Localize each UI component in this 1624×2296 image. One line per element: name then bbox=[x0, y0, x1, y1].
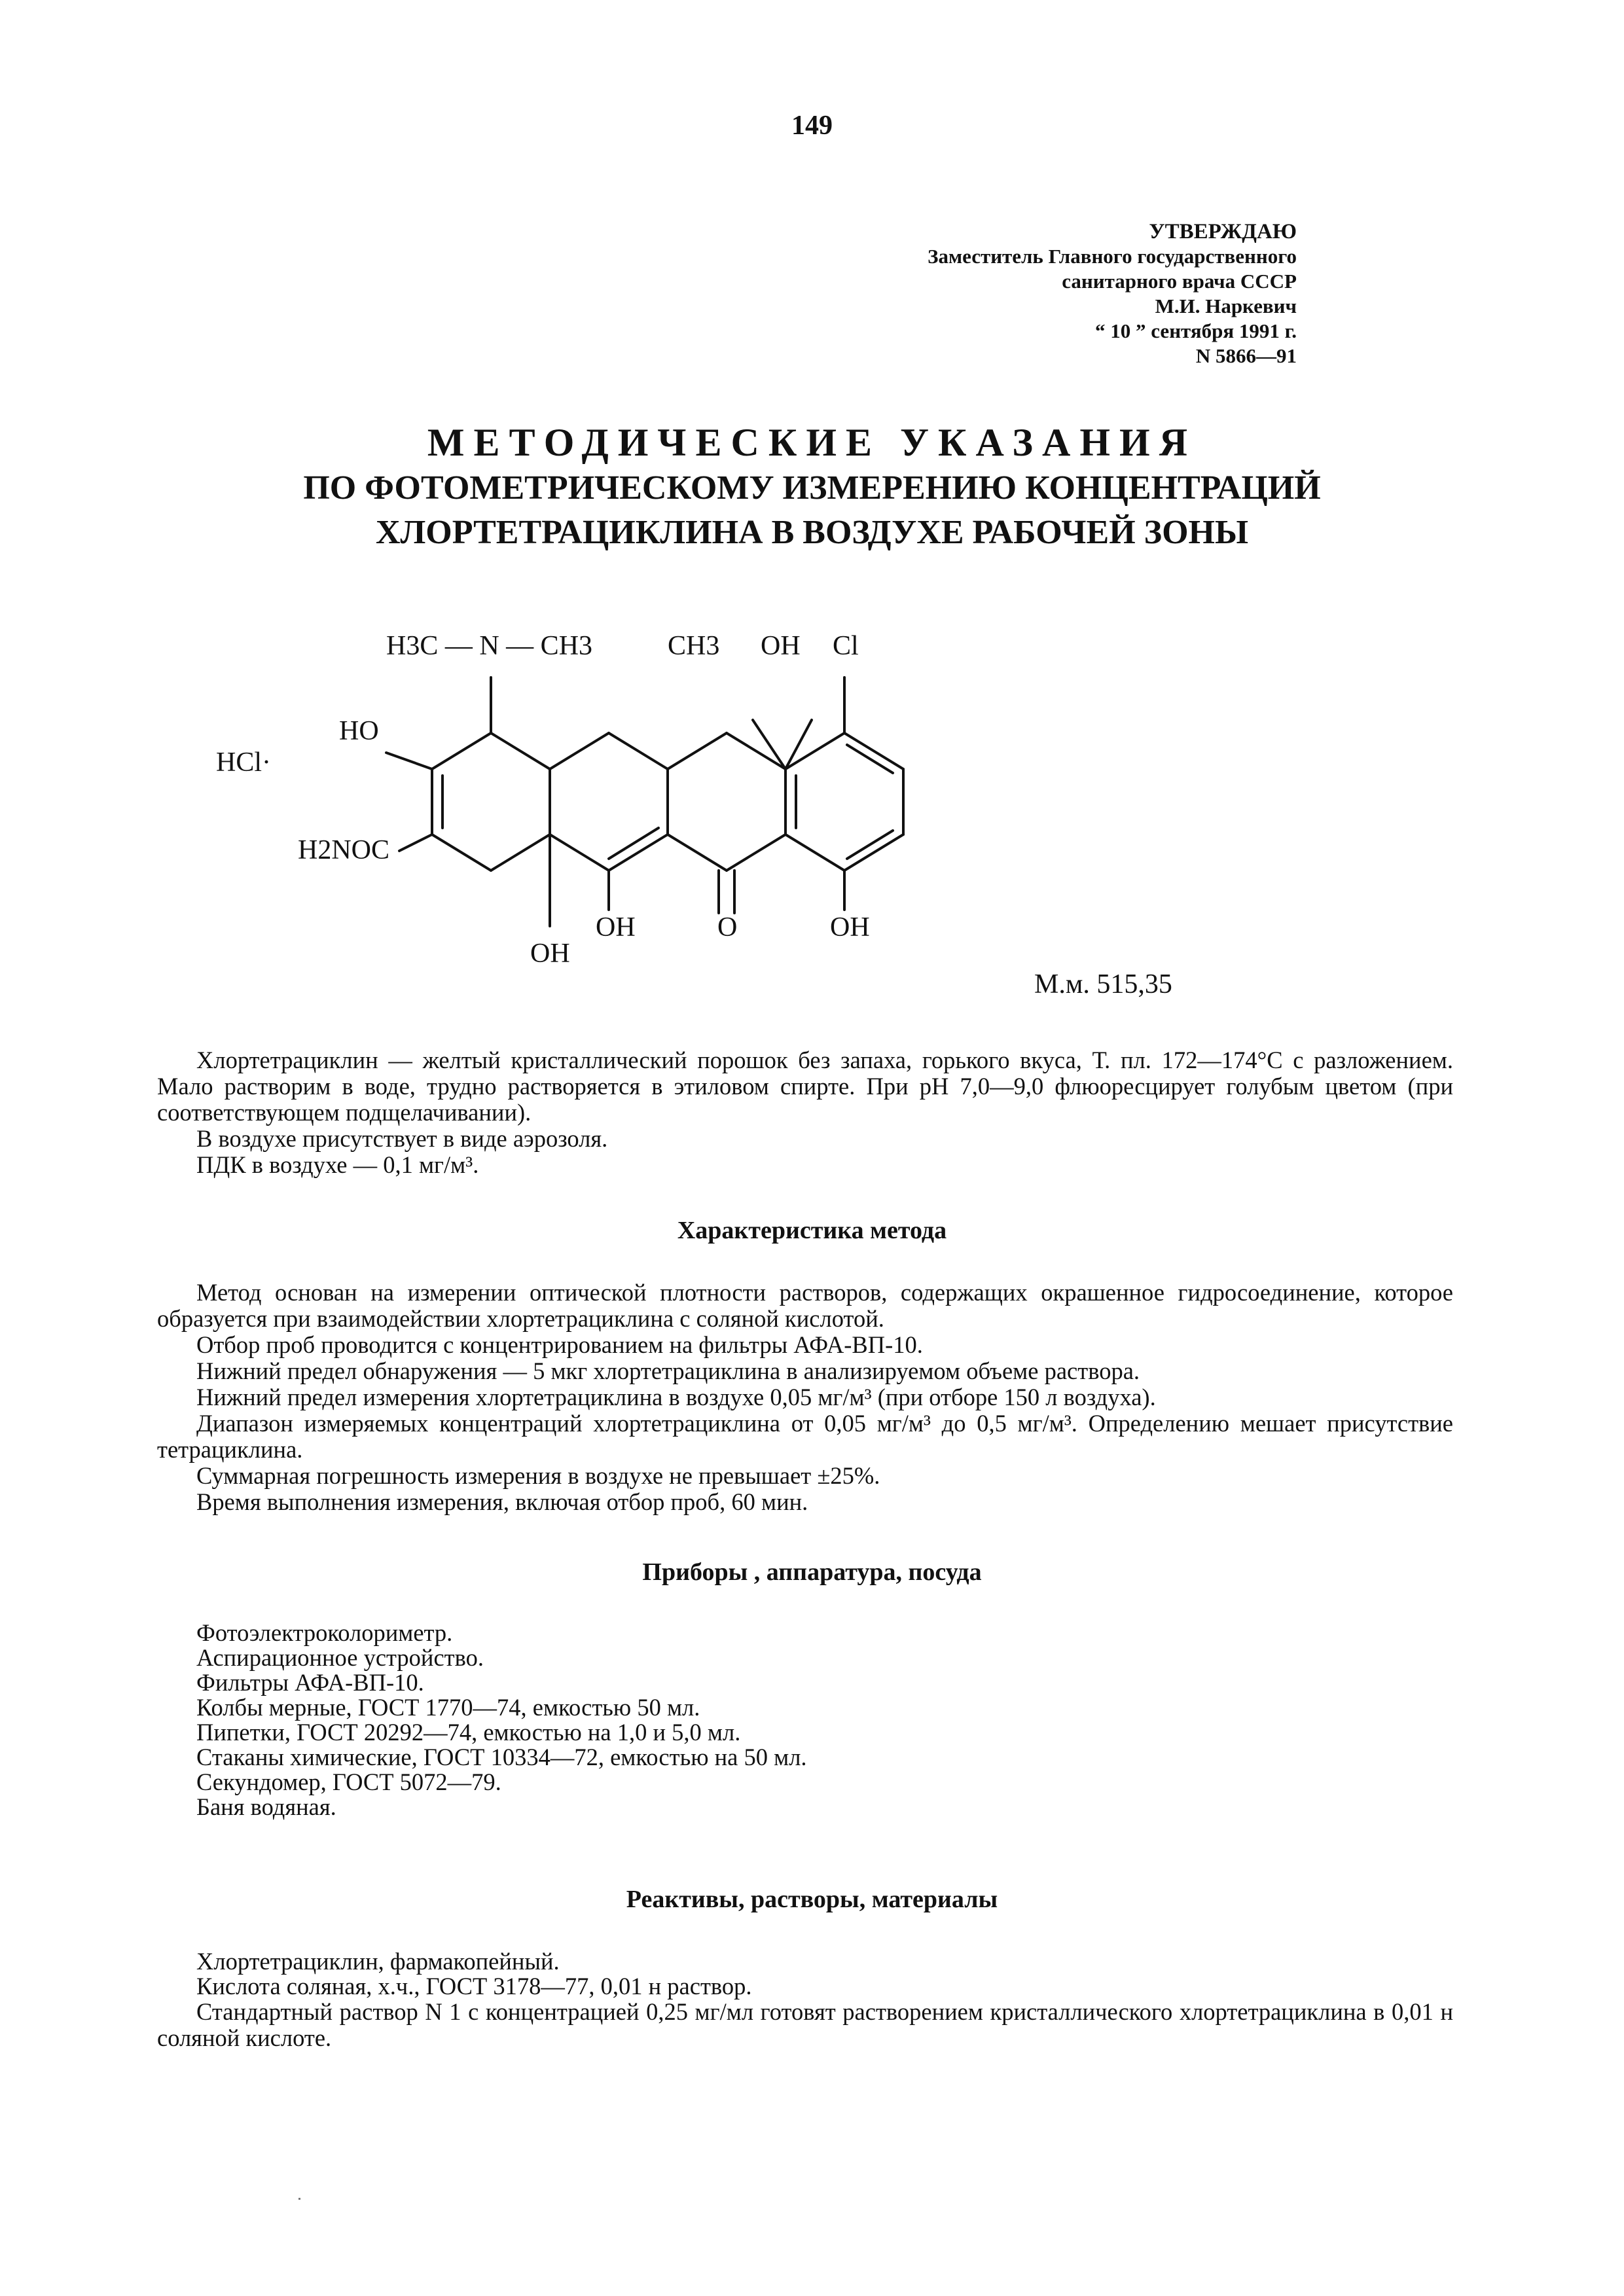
section-heading: Приборы , аппаратура, посуда bbox=[642, 1558, 982, 1586]
reagents-text bbox=[157, 1999, 1453, 2051]
list-item: Фотоэлектроколориметр. bbox=[196, 1619, 453, 1646]
scan-speck bbox=[298, 2198, 300, 2200]
list-item: Баня водяная. bbox=[196, 1793, 336, 1820]
structural-formula bbox=[190, 615, 1211, 982]
formula-nme2-label: H3C — N — CH3 bbox=[386, 631, 593, 661]
section-heading: Реактивы, растворы, материалы bbox=[626, 1886, 998, 1913]
paragraph: Диапазон измеряемых концентраций хлортетрациклина от 0,05 мг/м³ до 0,5 мг/м³. Определению мешает присутствие тетрациклина. bbox=[157, 1410, 1453, 1463]
formula-ch3-label: CH3 bbox=[668, 631, 720, 661]
paragraph: Хлортетрациклин — желтый кристаллический порошок без запаха, горького вкуса, Т. пл. 172—174°С с разложением. Мало растворим в воде, трудно растворяется в этиловом спирте. При pH 7,0—9,0 флюоресцирует голубым цветом (при соответствующем подщелачивании). bbox=[157, 1047, 1453, 1126]
method-characteristics bbox=[157, 1280, 1453, 1515]
title-line-3: ХЛОРТЕТРАЦИКЛИНА В ВОЗДУХЕ РАБОЧЕЙ ЗОНЫ bbox=[375, 514, 1249, 551]
formula-cl-label: Cl bbox=[833, 631, 859, 661]
paragraph: Метод основан на измерении оптической плотности растворов, содержащих окрашенное гидросоединение, которое образуется при взаимодействии хлортетрациклина с соляной кислотой. bbox=[157, 1279, 1453, 1332]
list-item: Кислота соляная, х.ч., ГОСТ 3178—77, 0,01 н раствор. bbox=[196, 1973, 752, 2000]
intro-text bbox=[157, 1047, 1453, 1178]
reagents-list bbox=[196, 1949, 752, 1999]
formula-h2noc-label: H2NOC bbox=[298, 835, 390, 865]
approval-line: N 5866—91 bbox=[1195, 344, 1297, 367]
approval-line: “ 10 ” сентября 1991 г. bbox=[1095, 319, 1297, 342]
list-item: Пипетки, ГОСТ 20292—74, емкостью на 1,0 и 5,0 мл. bbox=[196, 1719, 741, 1746]
paragraph: Нижний предел обнаружения — 5 мкг хлортетрациклина в анализируемом объеме раствора. bbox=[196, 1357, 1140, 1384]
paragraph: Время выполнения измерения, включая отбор проб, 60 мин. bbox=[196, 1488, 808, 1515]
approval-line: санитарного врача СССР bbox=[1062, 270, 1297, 293]
approval-line: Заместитель Главного государственного bbox=[928, 245, 1297, 268]
formula-ho-label: HO bbox=[339, 716, 379, 746]
formula-oh-label: OH bbox=[596, 912, 636, 942]
title-line-2: ПО ФОТОМЕТРИЧЕСКОМУ ИЗМЕРЕНИЮ КОНЦЕНТРАЦИЙ bbox=[303, 469, 1321, 507]
title-line-1: МЕТОДИЧЕСКИЕ УКАЗАНИЯ bbox=[427, 421, 1197, 464]
list-item: Стаканы химические, ГОСТ 10334—72, емкостью на 50 мл. bbox=[196, 1744, 807, 1770]
paragraph: Отбор проб проводится с концентрированием на фильтры АФА-ВП-10. bbox=[196, 1331, 923, 1358]
formula-svg bbox=[190, 615, 1211, 982]
document-title bbox=[0, 419, 1624, 555]
approval-line: УТВЕРЖДАЮ bbox=[1149, 220, 1297, 243]
list-item: Аспирационное устройство. bbox=[196, 1644, 484, 1671]
list-item: Секундомер, ГОСТ 5072—79. bbox=[196, 1768, 501, 1795]
list-item: Фильтры АФА-ВП-10. bbox=[196, 1669, 424, 1696]
list-item: Колбы мерные, ГОСТ 1770—74, емкостью 50 мл. bbox=[196, 1694, 700, 1721]
molecular-mass: М.м. 515,35 bbox=[1034, 969, 1172, 999]
formula-oh-label: OH bbox=[530, 939, 570, 969]
section-heading: Характеристика метода bbox=[677, 1217, 947, 1244]
page-number: 149 bbox=[791, 111, 833, 141]
formula-oxo-label: O bbox=[717, 912, 738, 942]
approval-block bbox=[928, 219, 1297, 368]
paragraph: Нижний предел измерения хлортетрациклина в воздухе 0,05 мг/м³ (при отборе 150 л воздуха). bbox=[196, 1384, 1156, 1410]
paragraph: ПДК в воздухе — 0,1 мг/м³. bbox=[196, 1151, 479, 1178]
paragraph: Суммарная погрешность измерения в воздухе не превышает ±25%. bbox=[196, 1462, 880, 1489]
approval-line: М.И. Наркевич bbox=[1155, 295, 1297, 317]
paragraph: В воздухе присутствует в виде аэрозоля. bbox=[196, 1125, 608, 1152]
formula-oh-label: OH bbox=[830, 912, 870, 942]
formula-hcl-label: HCl· bbox=[216, 747, 271, 778]
formula-oh-top-label: OH bbox=[761, 631, 801, 661]
paragraph: Стандартный раствор N 1 с концентрацией 0,25 мг/мл готовят растворением кристаллического хлортетрациклина в 0,01 н соляной кислоте. bbox=[157, 1998, 1453, 2051]
equipment-list bbox=[196, 1621, 807, 1820]
list-item: Хлортетрациклин, фармакопейный. bbox=[196, 1948, 560, 1975]
